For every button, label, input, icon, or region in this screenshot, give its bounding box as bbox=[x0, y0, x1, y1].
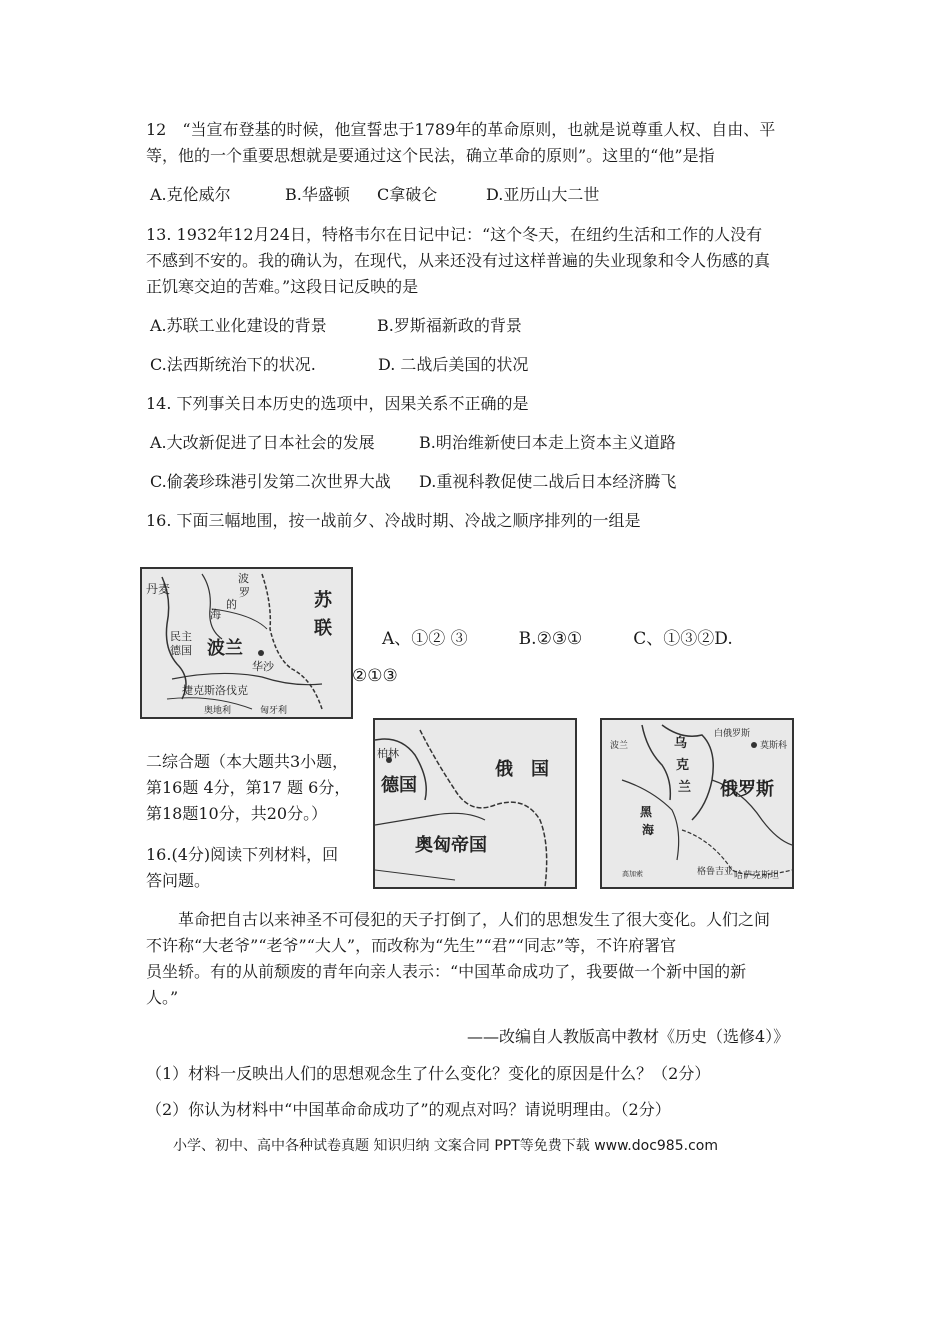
q12-option-a: A.克伦威尔 bbox=[150, 185, 231, 204]
q13-line1: 13. 1932年12月24日，特格韦尔在日记中记：“这个冬天，在纽约生活和工作的人没有 bbox=[146, 225, 763, 244]
map3-label-eluosi: 俄罗斯 bbox=[720, 779, 774, 800]
map1-label-su: 苏 bbox=[314, 590, 332, 611]
q13-option-d: D. 二战后美国的状况 bbox=[378, 355, 529, 374]
map-2 bbox=[373, 718, 577, 889]
map3-label-ke: 克 bbox=[676, 758, 690, 773]
map2-label-bolin: 柏林 bbox=[377, 747, 399, 760]
map1-label-hai: 海 bbox=[210, 608, 221, 621]
map1-label-huasha: 华沙 bbox=[252, 660, 274, 673]
question-2: （2）你认为材料中“中国革命命成功了”的观点对吗？请说明理由。（2分） bbox=[146, 1100, 671, 1119]
footer-text: 小学、初中、高中各种试卷真题 知识归纳 文案合同 PPT等免费下载 www.doc985.com bbox=[173, 1138, 718, 1154]
map1-label-danmai: 丹麦 bbox=[146, 582, 171, 596]
section2-line1: 二综合题（本大题共3小题， bbox=[146, 752, 349, 771]
q14-option-b: B.明治维新使曰本走上资本主义道路 bbox=[419, 433, 676, 452]
map3-label-heihai: 黑 bbox=[640, 805, 653, 819]
q16-options-tail: ②①③ bbox=[352, 666, 398, 686]
map3-label-baieluosi: 白俄罗斯 bbox=[714, 729, 751, 739]
q12-option-d: D.亚历山大二世 bbox=[486, 185, 600, 204]
map3-label-wu: 乌 bbox=[674, 736, 688, 751]
material-line4: 人。” bbox=[146, 988, 179, 1007]
map2-label-deguo: 德国 bbox=[381, 775, 417, 796]
q13-line3: 正饥寒交迫的苦难。”这段日记反映的是 bbox=[146, 277, 419, 296]
section2-line3: 第18题10分，共20分。） bbox=[146, 804, 328, 823]
map2-label-aoxiong: 奥匈帝国 bbox=[415, 835, 487, 856]
section2-line2: 第16题 4分，第17 题 6分， bbox=[146, 778, 351, 797]
map1-label-minzhu: 民主 bbox=[170, 630, 192, 643]
map1-label-jieke: 捷克斯洛伐克 bbox=[182, 684, 248, 697]
map-2-lines bbox=[375, 720, 575, 887]
q13-option-b: B.罗斯福新政的背景 bbox=[377, 316, 522, 335]
material-line3: 员坐轿。有的从前颓废的青年向亲人表示：“中国革命成功了，我要做一个新中国的新 bbox=[146, 962, 747, 981]
map1-label-deguo: 德国 bbox=[170, 644, 192, 657]
section2-q16-line2: 答问题。 bbox=[146, 871, 211, 890]
map-1 bbox=[140, 567, 353, 719]
q14-option-a: A.大改新促进了日本社会的发展 bbox=[150, 433, 375, 452]
q14-option-c: C.偷袭珍珠港引发第二次世界大战 bbox=[150, 472, 391, 491]
map1-label-bo: 波 bbox=[238, 572, 249, 585]
q16-options: A、①② ③ B.②③① C、①③②D. bbox=[382, 629, 733, 649]
section2-q16-line1: 16.(4分)阅读下列材料，回 bbox=[146, 845, 339, 864]
q14-option-d: D.重视科教促使二战后日本经济腾飞 bbox=[419, 472, 677, 491]
map1-label-lian: 联 bbox=[314, 618, 332, 639]
map-3 bbox=[600, 718, 794, 889]
q13-option-a: A.苏联工业化建设的背景 bbox=[150, 316, 327, 335]
map1-label-aodili: 奥地利 bbox=[204, 706, 232, 716]
map1-label-luo: 罗 bbox=[239, 586, 250, 599]
q12-line1: 12 “当宣布登基的时候，他宣誓忠于1789年的革命原则，也就是说尊重人权、自由、平 bbox=[146, 120, 776, 139]
q12-option-c: C拿破仑 bbox=[377, 185, 438, 204]
q14-line1: 14. 下列事关日本历史的选项中，因果关系不正确的是 bbox=[146, 394, 529, 413]
map1-label-xiongyali: 匈牙利 bbox=[260, 706, 288, 716]
q12-option-b: B.华盛顿 bbox=[285, 185, 350, 204]
q13-option-c: C.法西斯统治下的状况. bbox=[150, 355, 316, 374]
q16-line1: 16. 下面三幅地围，按一战前夕、冷战时期、冷战之顺序排列的一组是 bbox=[146, 511, 641, 530]
material-line1: 革命把自古以来神圣不可侵犯的天子打倒了，人们的思想发生了很大变化。人们之间 bbox=[178, 910, 771, 929]
material-line2: 不许称“大老爷”“老爷”“大人”，而改称为“先生”“君”“同志”等，不许府署官 bbox=[146, 936, 677, 955]
question-1: （1）材料一反映出人们的思想观念生了什么变化？变化的原因是什么？（2分） bbox=[146, 1064, 711, 1083]
map3-label-hai: 海 bbox=[642, 823, 655, 837]
map3-label-hasakesi: 哈萨克斯坦 bbox=[734, 871, 780, 881]
map3-label-geluji: 格鲁吉亚 bbox=[697, 867, 734, 877]
map3-label-mosike: 莫斯科 bbox=[760, 741, 788, 751]
material-source: ——改编自人教版高中教材《历史（选修4）》 bbox=[467, 1027, 790, 1046]
map3-label-bolan: 波兰 bbox=[610, 741, 629, 751]
map2-label-eguo: 俄国 bbox=[495, 759, 567, 780]
q12-line2: 等，他的一个重要思想就是要通过这个民法，确立革命的原则”。这里的“他”是指 bbox=[146, 146, 715, 165]
map1-label-bolan: 波兰 bbox=[207, 638, 243, 659]
q13-line2: 不感到不安的。我的确认为，在现代，从来还没有过这样普遍的失业现象和令人伤感的真 bbox=[146, 251, 771, 270]
map1-label-de: 的 bbox=[226, 598, 237, 611]
map3-label-gaojiasuo: 高加索 bbox=[622, 870, 643, 878]
map3-label-lan: 兰 bbox=[678, 780, 692, 795]
